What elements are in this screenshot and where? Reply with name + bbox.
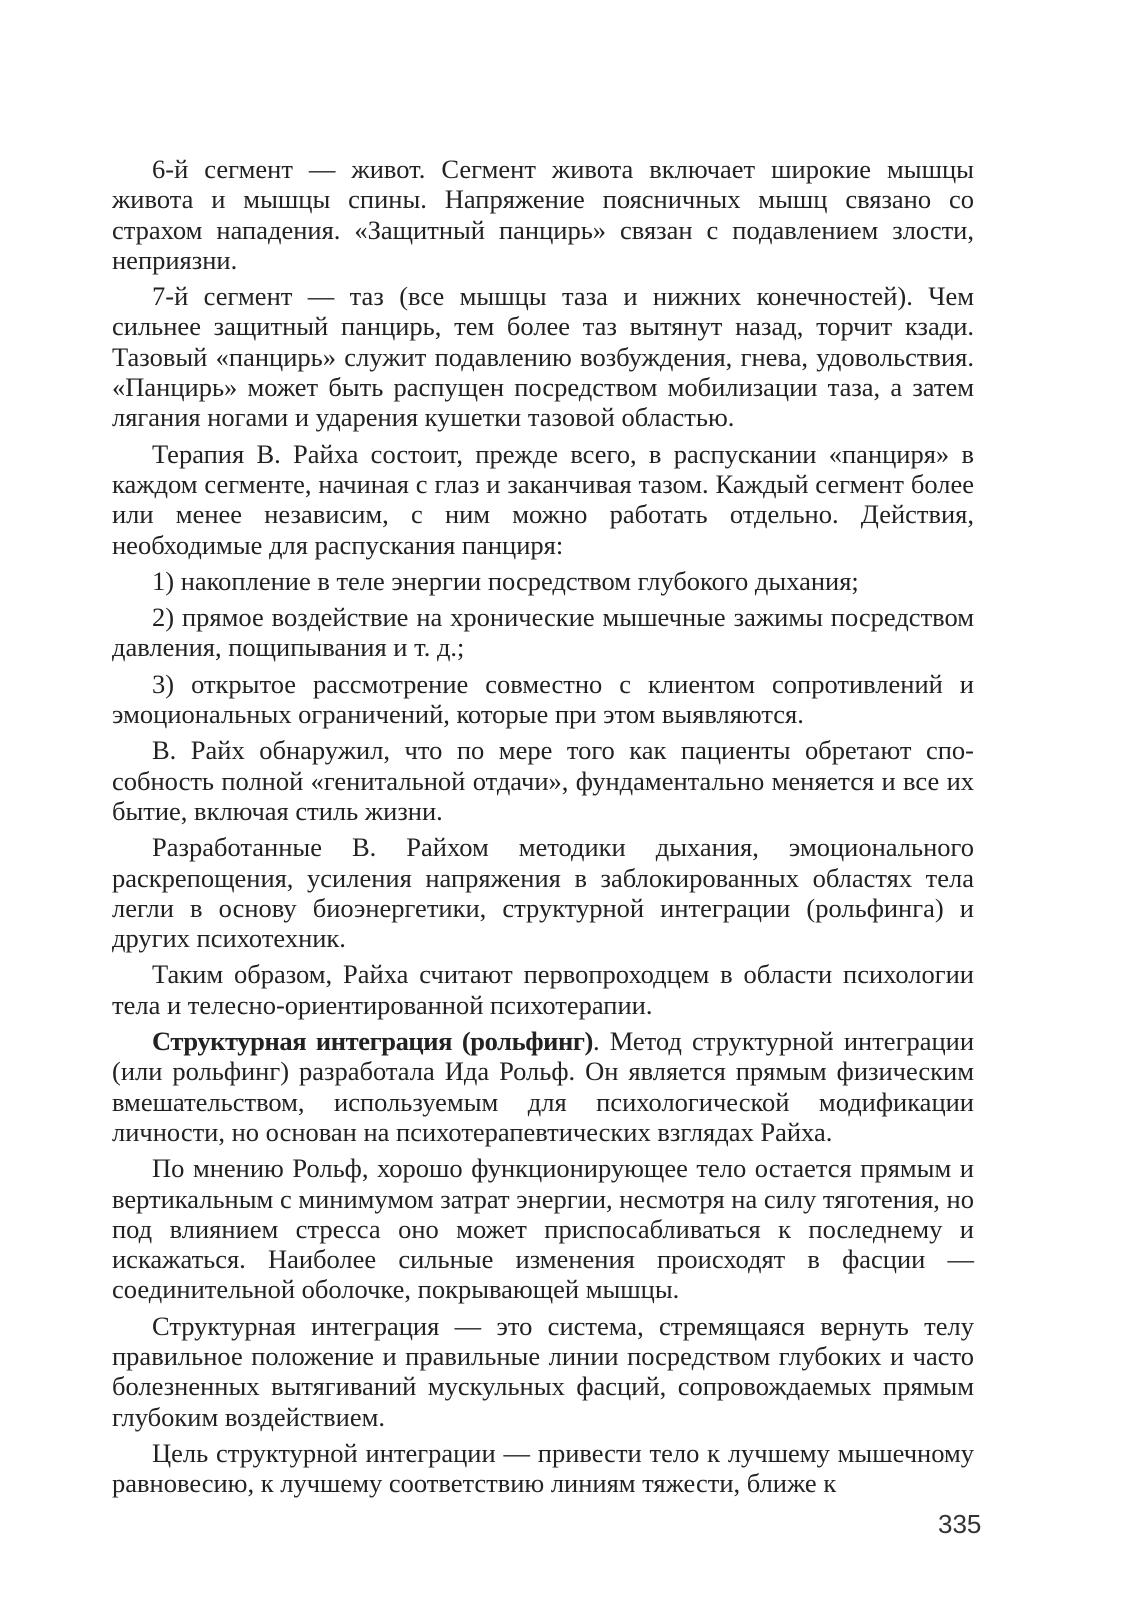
- paragraph-lead-heading: Структурная интеграция (рольфинг): [152, 1026, 593, 1057]
- paragraph-text: 2) прямое воздействие на хронические мышечные зажимы посредством давления, пощипывания и т. д.;: [112, 602, 974, 663]
- paragraph-rolf-opinion: [112, 1153, 974, 1304]
- paragraph-rolfing-intro: [112, 1026, 974, 1147]
- list-item-2: [112, 602, 974, 663]
- list-item-1: [112, 566, 974, 596]
- paragraph-text: 6-й сегмент — живот. Сегмент живота включает широкие мышцы живота и мышцы спины. Напряжение поясничных мышц связано со страхом нападения. «Защитный панцирь» связан с подавлением злости, неприязни.: [112, 154, 974, 275]
- paragraph-reich-discovery: [112, 735, 974, 826]
- paragraph-text: Цель структурной интеграции — привести тело к лучшему мышечному равновесию, к лучшему соответствию линиям тяжести, ближе к: [112, 1437, 974, 1499]
- paragraph-reich-therapy: [112, 439, 974, 560]
- page-body: [112, 154, 974, 1504]
- page-number: 335: [938, 1509, 982, 1539]
- paragraph-text: Разработанные В. Райхом методики дыхания, эмоционального раскрепощения, усиления напряжения в заблокированных областях тела легли в основу биоэнергетики, структурной интеграции (рольфинга) и других психотехник.: [112, 832, 974, 954]
- paragraph-text: В. Райх обнаружил, что по мере того как пациенты обретают способность полной «генитальной отдачи», фундаментально меняется и все их бытие, включая стиль жизни.: [112, 735, 974, 826]
- paragraph-text: 1) накопление в теле энергии посредством глубокого дыхания;: [152, 565, 859, 596]
- paragraph-text: 3) открытое рассмотрение совместно с клиентом сопротивлений и эмоциональных ограничений, которые при этом выявляются.: [112, 668, 974, 730]
- paragraph-segment-7: [112, 281, 974, 432]
- paragraph-segment-6: [112, 154, 974, 275]
- paragraph-text: . Метод структурной интеграции (или рольфинг) разработала Ида Рольф. Он является прямым физическим вмешательством, используемым для психологической модификации личности, но основан на психотерапевтических взглядах Райха.: [112, 1026, 974, 1147]
- paragraph-text: Структурная интеграция — это система, стремящаяся вернуть телу правильное положение и правильные линии посредством глубоких и часто болезненных вытягиваний мускульных фасций, сопровождаемых прямым глубоким воздействием.: [112, 1310, 974, 1432]
- list-item-3: [112, 669, 974, 730]
- paragraph-text: Терапия В. Райха состоит, прежде всего, в распускании «панциря» в каждом сегменте, начиная с глаз и заканчивая тазом. Каждый сегмент более или менее независим, с ним можно работать отдельно. Действия, необходимые для распускания панциря:: [112, 438, 974, 560]
- paragraph-text: По мнению Рольф, хорошо функционирующее тело остается прямым и вертикальным с минимумом затрат энергии, несмотря на силу тяготения, но под влиянием стресса оно может приспосабливаться к последнему и искажаться. Наиболее сильные изменения происходят в фасции — соединительной оболочке, покрывающей мышцы.: [112, 1153, 974, 1305]
- paragraph-text: Таким образом, Райха считают первопроходцем в области психологии тела и телесно-ориентированной психотерапии.: [112, 959, 974, 1020]
- paragraph-text: 7-й сегмент — таз (все мышцы таза и нижних конечностей). Чем сильнее защитный панцирь, тем более таз вытянут назад, торчит кзади. Тазовый «панцирь» служит подавлению возбуждения, гнева, удовольствия. «Панцирь» может быть распущен посредством мобилизации таза, а затем лягания ногами и ударения кушетки тазовой областью.: [112, 281, 974, 433]
- paragraph-integration-goal: [112, 1438, 974, 1499]
- paragraph-structural-integration: [112, 1311, 974, 1432]
- paragraph-reich-methods: [112, 832, 974, 953]
- paragraph-reich-pioneer: [112, 959, 974, 1020]
